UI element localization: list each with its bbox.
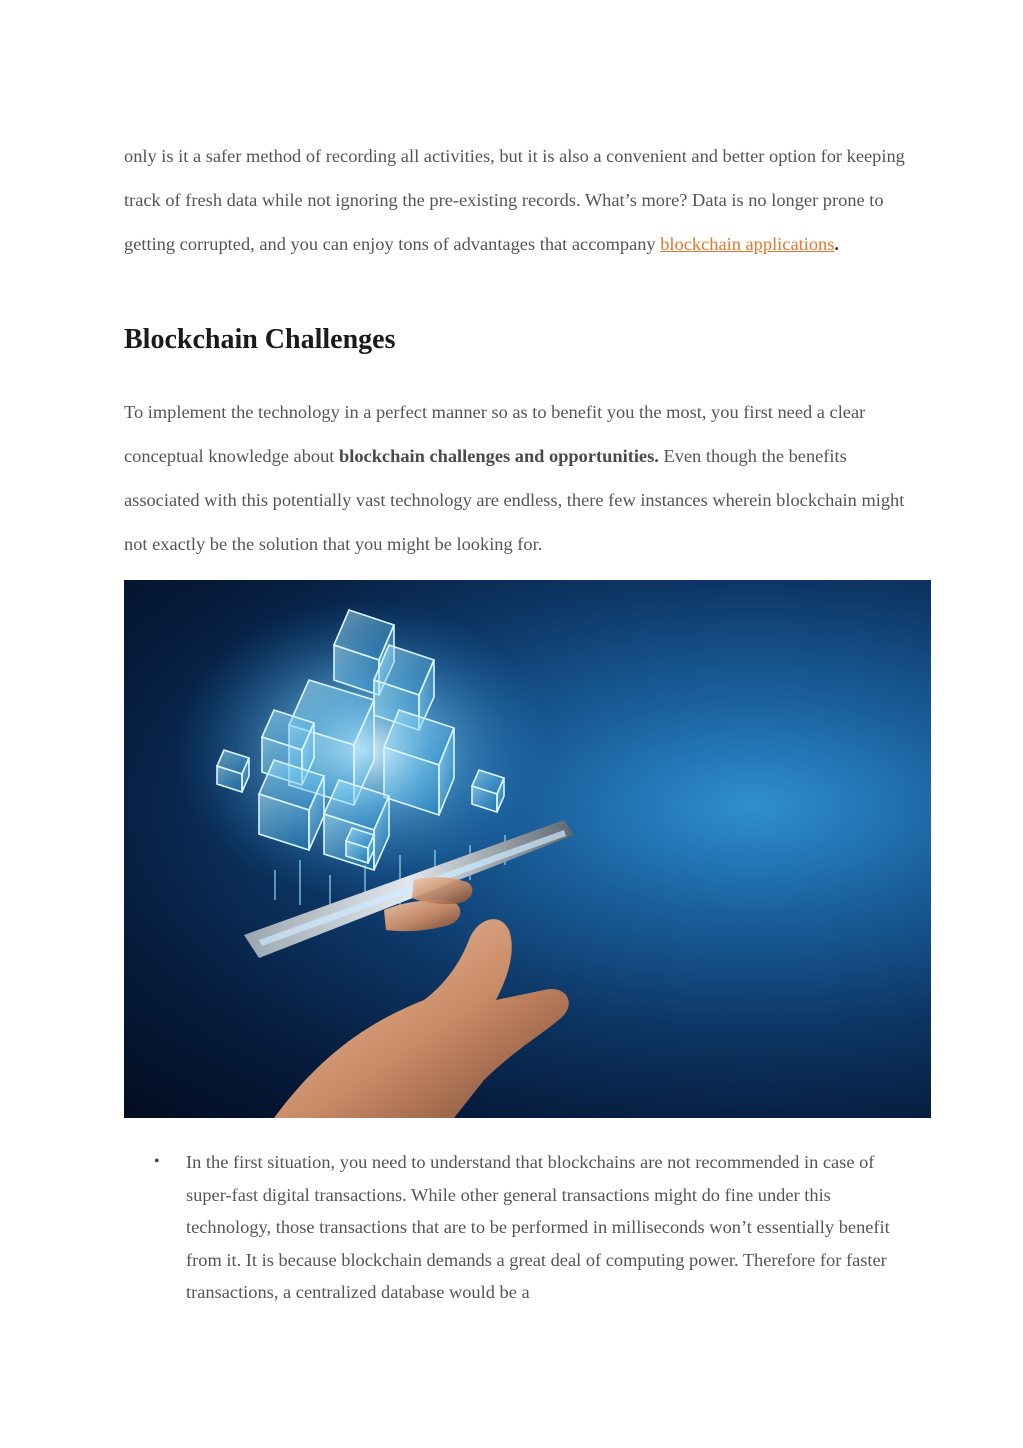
list-item (124, 1146, 904, 1309)
bullet-text: In the first situation, you need to understand that blockchains are not recommended in case of super-fast digital transactions. While other general transactions might do fine under this technology, those transactions that are to be performed in milliseconds won’t essentially benefit from it. It is because blockchain demands a great deal of computing power. Therefore for faster transactions, a centralized database would be a (186, 1152, 890, 1302)
intro-trailing-period: . (834, 234, 839, 254)
section-text-start: To implement the technology in a perfect manner so as to benefit you the most, you first need a clear conceptual knowledge about (124, 402, 866, 466)
bullet-marker: • (154, 1153, 160, 1170)
section-heading: Blockchain Challenges (124, 324, 396, 355)
bullet-list (124, 1146, 904, 1309)
section-text-end: Even though the benefits associated with this potentially vast technology are endless, there few instances wherein blockchain might not exactly be the solution that you might be looking for. (124, 446, 905, 554)
finger (384, 900, 460, 931)
blockchain-hand-illustration (124, 580, 931, 1118)
cube-lower-left (259, 760, 324, 850)
section-bold-text: blockchain challenges and opportunities. (339, 446, 659, 466)
cube-small-bottom (346, 828, 374, 863)
blockchain-applications-link[interactable]: blockchain applications (660, 234, 835, 254)
intro-paragraph (124, 134, 914, 266)
hero-image (124, 580, 931, 1118)
hand (274, 919, 569, 1118)
section-paragraph (124, 390, 914, 566)
cube-small-right (472, 770, 504, 812)
cube-small-far-left (217, 750, 249, 792)
intro-text: only is it a safer method of recording all activities, but it is also a convenient and better option for keeping track of fresh data while not ignoring the pre-existing records. What’s more? Data is no longer prone to getting corrupted, and you can enjoy tons of advantages that accompany (124, 146, 905, 254)
cube-right (384, 710, 454, 815)
